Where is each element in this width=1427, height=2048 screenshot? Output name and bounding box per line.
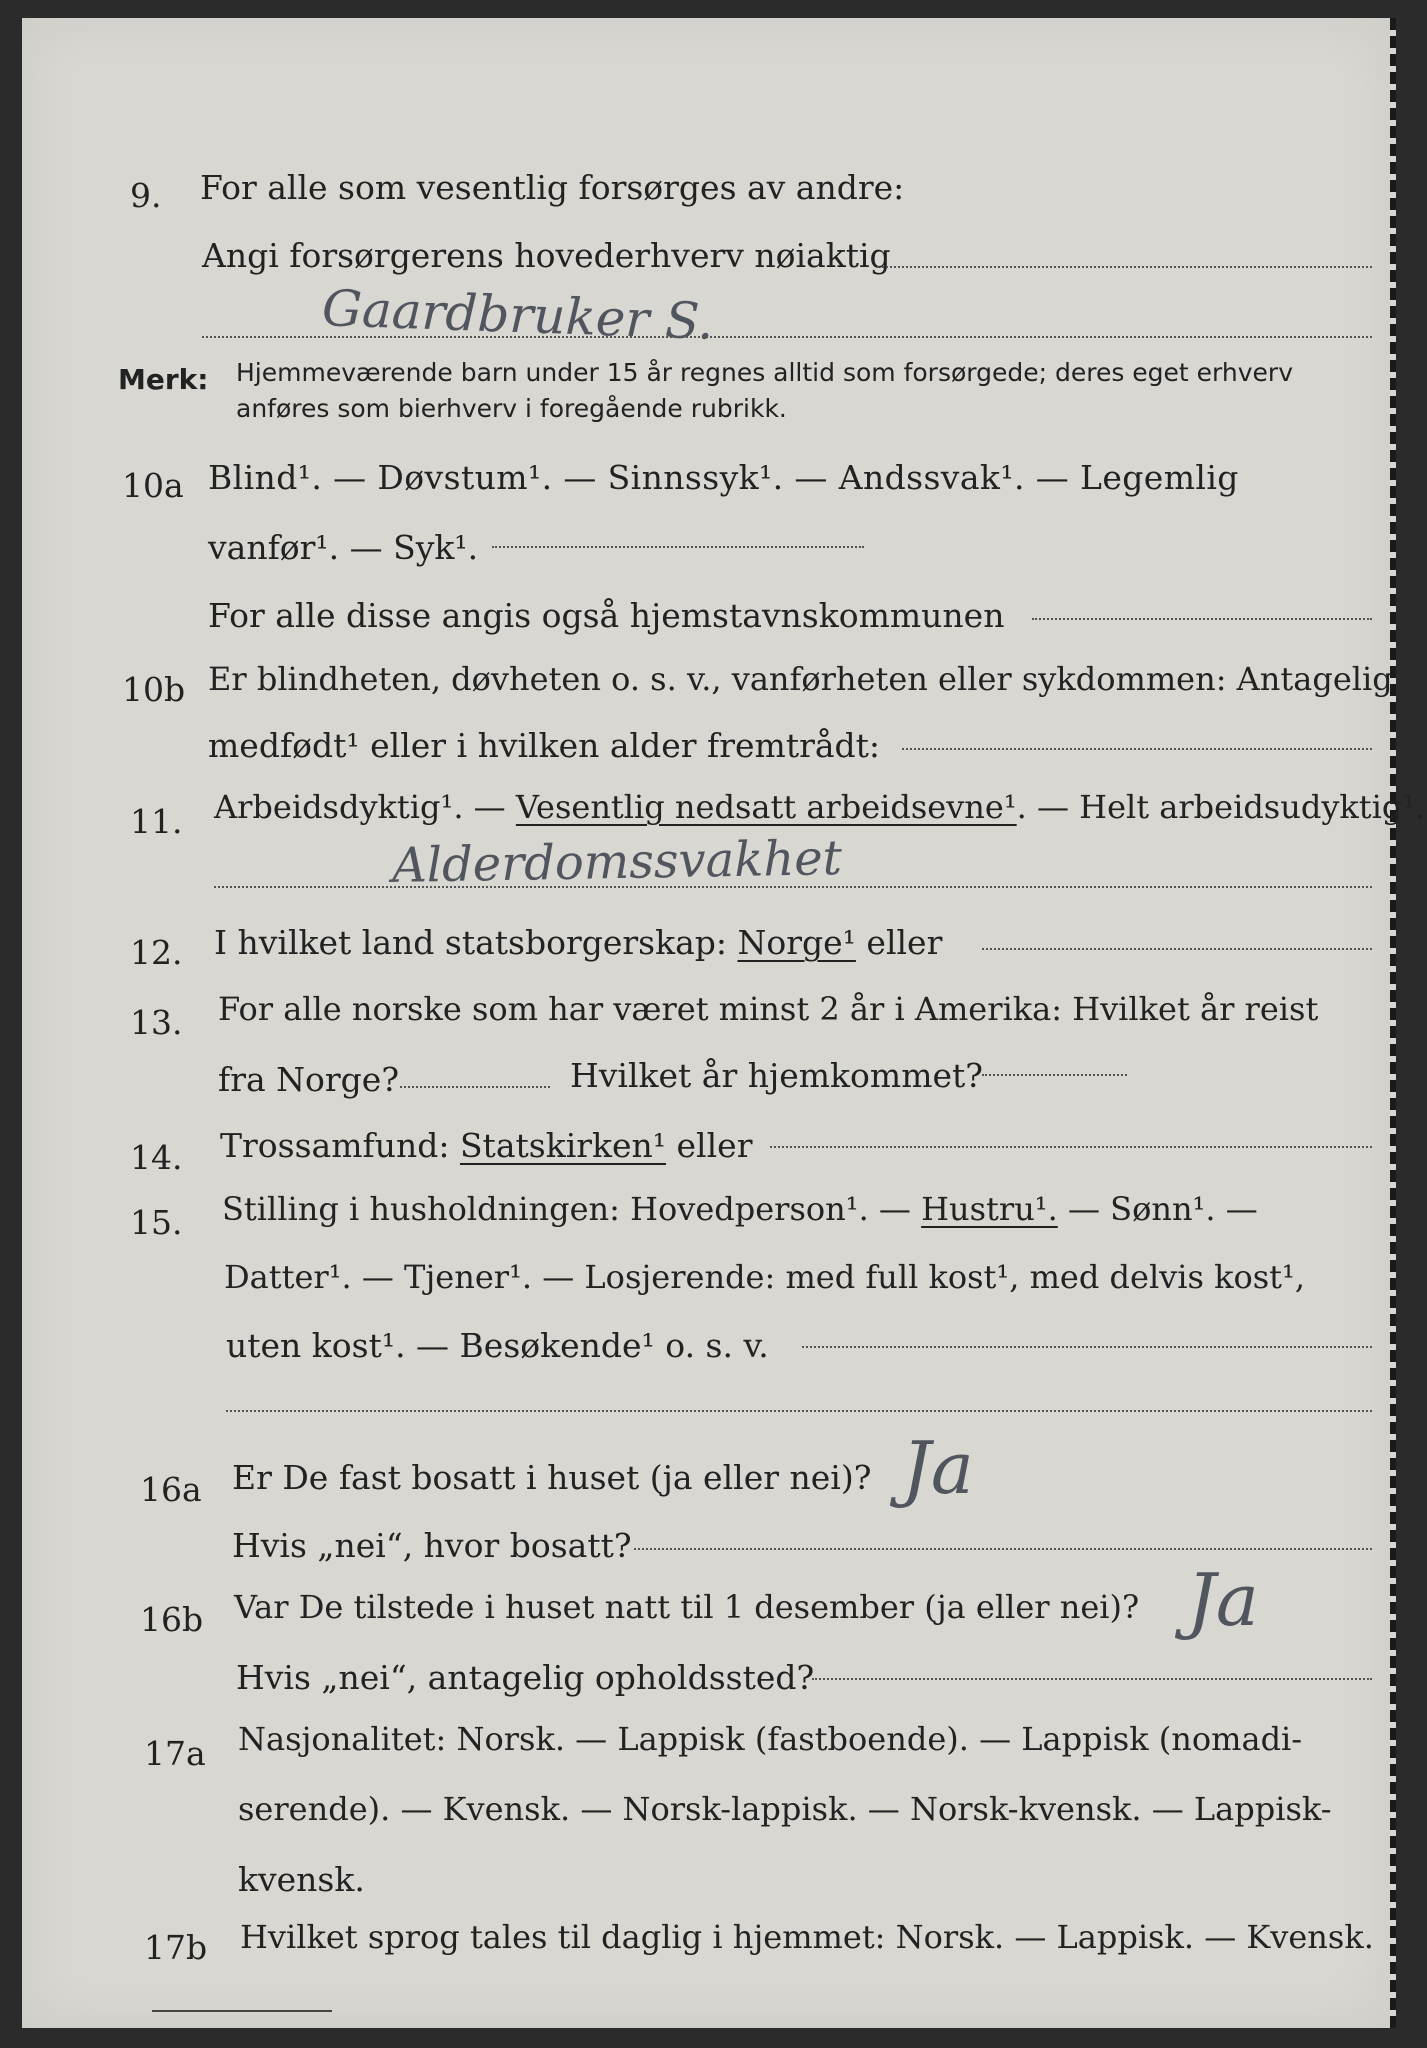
question-16b-handwritten-answer: Ja — [1187, 1558, 1259, 1642]
question-11-answer-line — [214, 886, 1372, 888]
question-13-returned: Hvilket år hjemkommet? — [570, 1056, 983, 1095]
question-9-answer-line-2 — [202, 336, 1372, 338]
question-15-number: 15. — [130, 1203, 183, 1242]
merk-label: Merk: — [118, 363, 209, 396]
question-10a-subtext: vanfør¹. — Syk¹. — [208, 528, 479, 567]
question-11-number: 11. — [130, 802, 183, 841]
question-10b-text: Er blindheten, døvheten o. s. v., vanførheten eller sykdommen: Antagelig — [208, 660, 1393, 698]
question-12-selected-option: Norge¹ — [737, 923, 856, 962]
question-13-left-year-line — [400, 1086, 550, 1088]
question-17b-text: Hvilket sprog tales til daglig i hjemmet: Norsk. — Lappisk. — Kvensk. — [240, 1918, 1374, 1956]
question-17a-line-2: serende). — Kvensk. — Norsk-lappisk. — Norsk-kvensk. — Lappisk- — [238, 1790, 1332, 1828]
question-14-text — [220, 1126, 752, 1165]
question-17a-text: Nasjonalitet: Norsk. — Lappisk (fastboende). — Lappisk (nomadi- — [238, 1720, 1303, 1758]
question-15-line-2: Datter¹. — Tjener¹. — Losjerende: med full kost¹, med delvis kost¹, — [224, 1258, 1306, 1296]
merk-text-line-1: Hjemmeværende barn under 15 år regnes alltid som forsørgede; deres eget erhverv — [236, 358, 1293, 387]
question-13-text: For alle norske som har været minst 2 år i Amerika: Hvilket år reist — [218, 990, 1319, 1028]
question-9-answer-line — [877, 266, 1372, 268]
footnote-divider — [152, 2010, 332, 2012]
question-16a-subtext: Hvis „nei“, hvor bosatt? — [232, 1526, 632, 1565]
question-15-label: Stilling i husholdningen: Hovedperson¹. — — [222, 1190, 922, 1228]
question-13-left-from-norway: fra Norge? — [218, 1060, 400, 1099]
question-11-text — [214, 788, 1425, 826]
question-16a-text: Er De fast bosatt i huset (ja eller nei)? — [232, 1458, 872, 1497]
question-15-answer-line-2 — [226, 1410, 1372, 1412]
question-13-returned-year-line — [982, 1074, 1127, 1076]
question-10a-text: Blind¹. — Døvstum¹. — Sinnssyk¹. — Andssvak¹. — Legemlig — [208, 458, 1239, 497]
question-16b-number: 16b — [140, 1600, 204, 1639]
question-16b-answer-line — [812, 1678, 1372, 1680]
question-17b-number: 17b — [144, 1928, 208, 1967]
question-15-text — [222, 1190, 1258, 1228]
question-17a-line-3: kvensk. — [238, 1860, 365, 1899]
question-10a-answer-line — [492, 546, 864, 548]
question-10b-number: 10b — [122, 670, 186, 709]
merk-text-line-2: anføres som bierhverv i foregående rubrikk. — [236, 394, 787, 423]
question-14-or: eller — [666, 1126, 753, 1165]
question-13-number: 13. — [130, 1003, 183, 1042]
question-11-option-3: . — Helt arbeidsudyktig¹. — [1016, 788, 1426, 826]
question-14-selected-option: Statskirken¹ — [459, 1126, 667, 1165]
census-form-page — [22, 18, 1426, 2028]
question-10b-subtext: medfødt¹ eller i hvilken alder fremtrådt: — [208, 726, 881, 765]
question-12-label: I hvilket land statsborgerskap: — [214, 923, 738, 962]
question-9-text: For alle som vesentlig forsørges av andre: — [200, 168, 905, 207]
question-10b-answer-line — [902, 748, 1372, 750]
question-10a-hometown-line — [1032, 618, 1372, 620]
question-16a-handwritten-answer: Ja — [902, 1426, 974, 1510]
question-12-text — [214, 923, 942, 962]
question-12-or: eller — [855, 923, 943, 962]
question-16a-answer-line — [634, 1548, 1372, 1550]
question-15-line-3: uten kost¹. — Besøkende¹ o. s. v. — [226, 1326, 769, 1365]
question-12-number: 12. — [130, 933, 183, 972]
question-11-handwritten-answer: Alderdomssvakhet — [391, 830, 843, 894]
question-16a-number: 16a — [140, 1470, 202, 1509]
question-15-answer-line — [802, 1346, 1372, 1348]
question-11-option-selected: Vesentlig nedsatt arbeidsevne¹ — [515, 788, 1017, 826]
question-10a-hometown-text: For alle disse angis også hjemstavnskommunen — [208, 596, 1005, 635]
question-15-rest: — Sønn¹. — — [1057, 1190, 1258, 1228]
question-10a-number: 10a — [122, 466, 184, 505]
question-14-number: 14. — [130, 1138, 183, 1177]
question-14-label: Trossamfund: — [220, 1126, 460, 1165]
question-9-subtext: Angi forsørgerens hovederhverv nøiaktig — [202, 236, 891, 275]
question-9-number: 9. — [130, 176, 162, 215]
question-15-selected-option: Hustru¹. — [921, 1190, 1058, 1228]
question-16b-subtext: Hvis „nei“, antagelig opholdssted? — [236, 1658, 815, 1697]
question-17a-number: 17a — [144, 1734, 206, 1773]
question-11-option-1: Arbeidsdyktig¹. — — [214, 788, 516, 826]
question-14-answer-line — [770, 1146, 1372, 1148]
question-9-handwritten-answer: Gaardbruker S. — [321, 279, 715, 351]
question-16b-text: Var De tilstede i huset natt til 1 desember (ja eller nei)? — [234, 1588, 1140, 1626]
question-12-answer-line — [982, 948, 1372, 950]
